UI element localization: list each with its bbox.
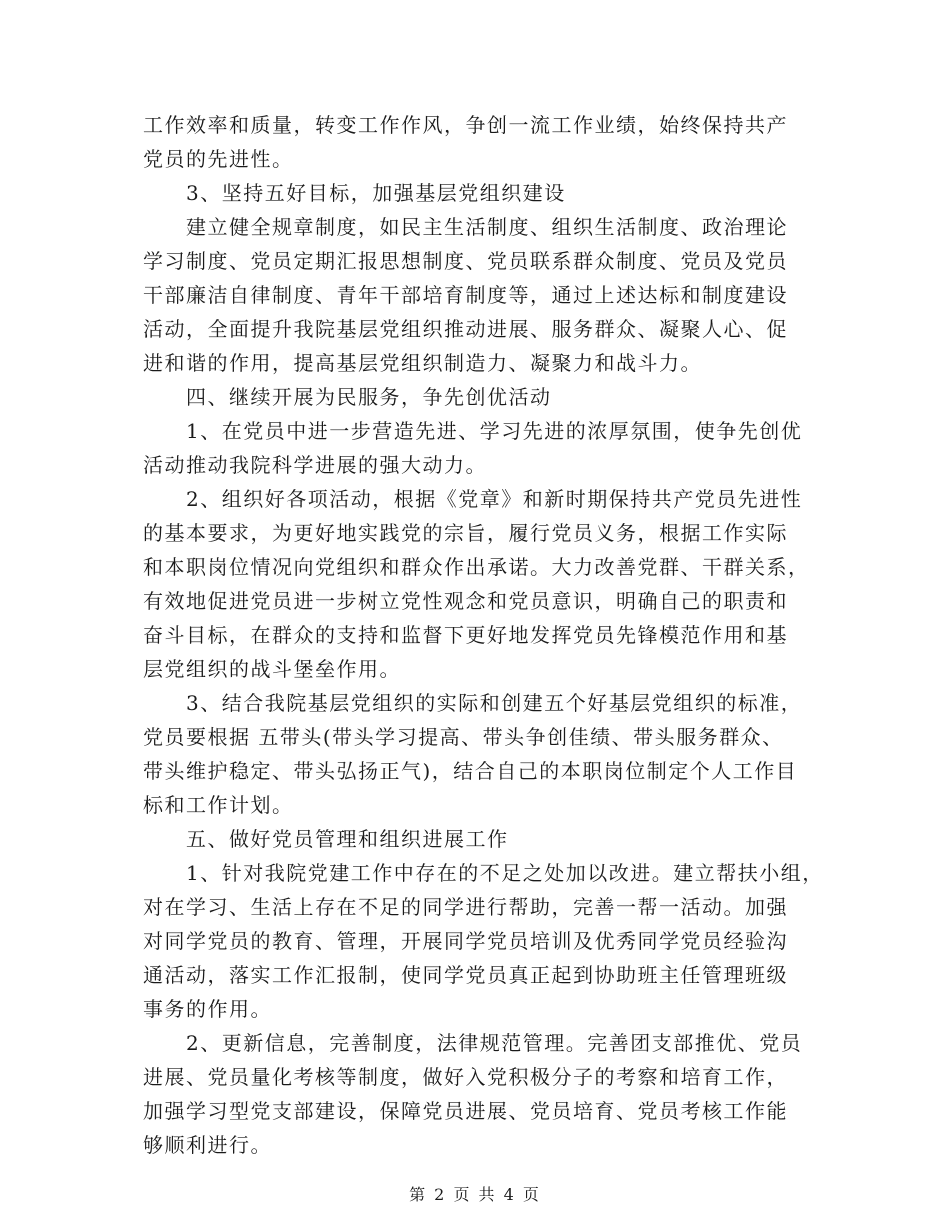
text-line: 工作效率和质量，转变工作作风，争创一流工作业绩，始终保持共产	[143, 113, 788, 137]
text-line: 1、在党员中进一步营造先进、学习先进的浓厚氛围，使争先创优	[186, 419, 803, 443]
text-line: 对在学习、生活上存在不足的同学进行帮助，完善一帮一活动。加强	[143, 895, 788, 919]
section-heading: 四、继续开展为民服务，争先创优活动	[186, 385, 552, 409]
text-line: 有效地促进党员进一步树立党性观念和党员意识，明确自己的职责和	[143, 589, 788, 613]
text-line: 活动，全面提升我院基层党组织推动进展、服务群众、凝聚人心、促	[143, 317, 788, 341]
text-line: 1、针对我院党建工作中存在的不足之处加以改进。建立帮扶小组，	[186, 861, 824, 885]
text-line: 带头维护稳定、带头弘扬正气)，结合自己的本职岗位制定个人工作目	[143, 759, 798, 783]
text-line: 2、更新信息，完善制度，法律规范管理。完善团支部推优、党员	[186, 1031, 803, 1055]
text-line: 层党组织的战斗堡垒作用。	[143, 657, 401, 681]
text-line: 够顺利进行。	[143, 1133, 272, 1157]
text-line: 2、组织好各项活动，根据《党章》和新时期保持共产党员先进性	[186, 487, 803, 511]
text-line: 事务的作用。	[143, 997, 272, 1021]
text-line: 和本职岗位情况向党组织和群众作出承诺。大力改善党群、干群关系，	[143, 555, 810, 579]
text-line: 奋斗目标，在群众的支持和监督下更好地发挥党员先锋模范作用和基	[143, 623, 788, 647]
text-line: 加强学习型党支部建设，保障党员进展、党员培育、党员考核工作能	[143, 1099, 788, 1123]
text-line: 干部廉洁自律制度、青年干部培育制度等，通过上述达标和制度建设	[143, 283, 788, 307]
section-heading: 3、坚持五好目标，加强基层党组织建设	[186, 181, 566, 205]
text-line: 的基本要求，为更好地实践党的宗旨，履行党员义务，根据工作实际	[143, 521, 788, 545]
text-line: 对同学党员的教育、管理，开展同学党员培训及优秀同学党员经验沟	[143, 929, 788, 953]
text-line: 进展、党员量化考核等制度，做好入党积极分子的考察和培育工作，	[143, 1065, 788, 1089]
text-line: 3、结合我院基层党组织的实际和创建五个好基层党组织的标准，	[186, 691, 803, 715]
text-line: 进和谐的作用，提高基层党组织制造力、凝聚力和战斗力。	[143, 351, 702, 375]
page-number-footer: 第 2 页 共 4 页	[409, 1185, 541, 1204]
text-line: 标和工作计划。	[143, 793, 294, 817]
text-line: 活动推动我院科学进展的强大动力。	[143, 453, 487, 477]
text-line: 党员的先进性。	[143, 147, 294, 171]
text-line: 通活动，落实工作汇报制，使同学党员真正起到协助班主任管理班级	[143, 963, 788, 987]
text-line: 学习制度、党员定期汇报思想制度、党员联系群众制度、党员及党员	[143, 249, 788, 273]
text-line: 党员要根据 五带头(带头学习提高、带头争创佳绩、带头服务群众、	[143, 725, 784, 749]
section-heading: 五、做好党员管理和组织进展工作	[186, 827, 509, 851]
text-line: 建立健全规章制度，如民主生活制度、组织生活制度、政治理论	[186, 215, 788, 239]
